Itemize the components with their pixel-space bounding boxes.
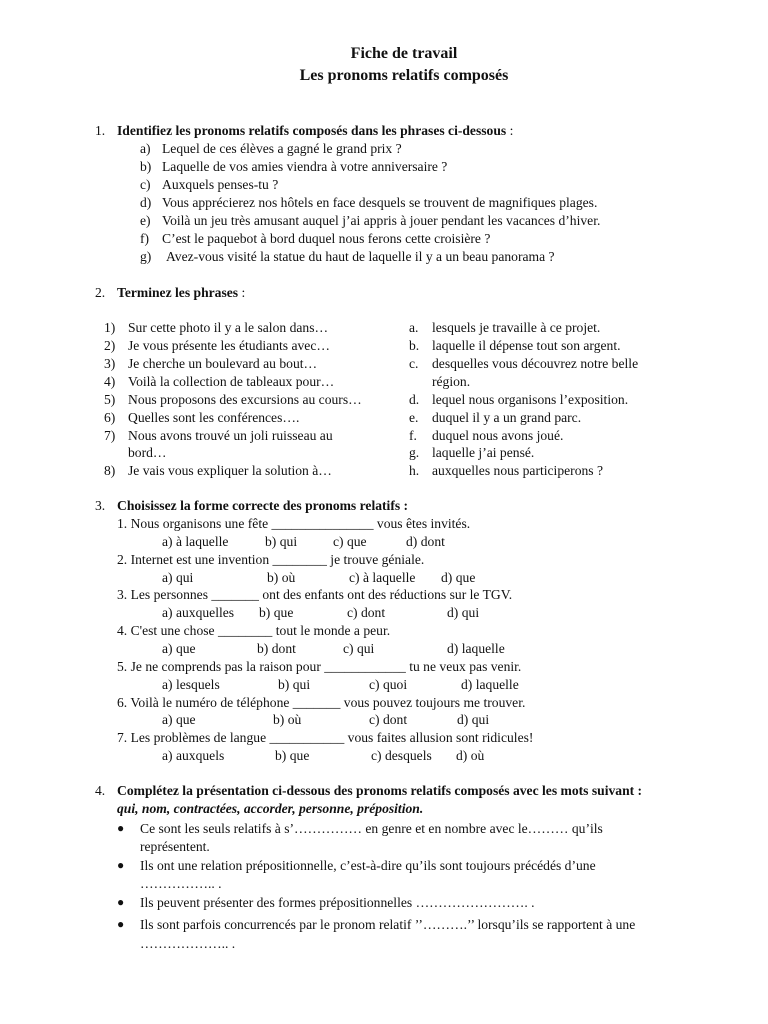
ex3-option: d) qui <box>447 605 480 620</box>
ex3-option: a) que <box>162 641 196 656</box>
ex3-option: a) lesquels <box>162 677 220 692</box>
ex2-right-label: d. <box>409 392 420 407</box>
ex3-option: b) où <box>273 712 302 727</box>
exercise-3-number: 3. <box>95 498 106 513</box>
ex2-left-text: Nous avons trouvé un joli ruisseau au <box>128 428 333 443</box>
ex1-item-text: Laquelle de vos amies viendra à votre anniversaire ? <box>162 159 448 174</box>
ex1-item-text: C’est le paquebot à bord duquel nous ferons cette croisière ? <box>162 231 491 246</box>
ex2-left-label: 2) <box>104 338 116 353</box>
ex3-option: b) que <box>275 748 310 763</box>
ex3-option: d) dont <box>406 534 445 549</box>
ex3-option: c) qui <box>343 641 375 656</box>
ex2-right-text: desquelles vous découvrez notre belle <box>432 356 639 371</box>
ex3-question: 2. Internet est une invention ________ je trouve géniale. <box>117 552 425 567</box>
ex2-left-label: 1) <box>104 320 116 335</box>
exercise-4-number: 4. <box>95 783 106 798</box>
bullet-icon: ● <box>117 821 125 835</box>
ex1-item-text: Avez-vous visité la statue du haut de laquelle il y a un beau panorama ? <box>166 249 555 264</box>
ex2-left-text-cont: bord… <box>128 445 167 460</box>
bullet-icon: ● <box>117 895 125 909</box>
ex3-option: d) laquelle <box>447 641 505 656</box>
ex1-item-label: b) <box>140 159 152 174</box>
ex3-option: c) dont <box>347 605 386 620</box>
ex3-option: d) qui <box>457 712 490 727</box>
bullet-icon: ● <box>117 858 125 872</box>
ex1-item-label: e) <box>140 213 151 228</box>
ex4-bullet-text: Ils sont parfois concurrencés par le pronom relatif ’’……….’’ lorsqu’ils se rapportent à une <box>140 917 636 932</box>
page-title: Fiche de travail <box>350 45 458 62</box>
ex2-right-label: b. <box>409 338 420 353</box>
exercise-3-heading: Choisissez la forme correcte des pronoms relatifs : <box>117 498 409 513</box>
ex1-item-text: Vous apprécierez nos hôtels en face desquels se trouvent de magnifiques plages. <box>162 195 598 210</box>
ex1-item-label: f) <box>140 231 150 246</box>
ex3-option: a) auxquelles <box>162 605 235 620</box>
ex3-question: 7. Les problèmes de langue ___________ vous faites allusion sont ridicules! <box>117 730 534 745</box>
ex2-right-text: lequel nous organisons l’exposition. <box>432 392 629 407</box>
ex2-right-label: a. <box>409 320 419 335</box>
ex3-question: 6. Voilà le numéro de téléphone _______ vous pouvez toujours me trouver. <box>117 695 526 710</box>
ex3-option: c) à laquelle <box>349 570 416 585</box>
ex4-bullet-text: Ce sont les seuls relatifs à s’…………… en genre et en nombre avec le……… qu’ils <box>140 821 603 836</box>
ex2-left-label: 5) <box>104 392 116 407</box>
ex4-bullet-text-cont: …………….. . <box>140 876 222 891</box>
exercise-1-heading-suffix: : <box>506 123 514 138</box>
exercise-2-heading-suffix: : <box>238 285 246 300</box>
ex1-item-text: Auxquels penses-tu ? <box>162 177 279 192</box>
ex3-option: c) que <box>333 534 367 549</box>
ex3-option: b) qui <box>278 677 311 692</box>
ex3-option: d) laquelle <box>461 677 519 692</box>
ex1-item-text: Lequel de ces élèves a gagné le grand prix ? <box>162 141 402 156</box>
exercise-1-heading <box>117 124 513 138</box>
ex2-right-label: h. <box>409 463 420 478</box>
ex3-option: b) qui <box>265 534 298 549</box>
ex2-right-text: lesquels je travaille à ce projet. <box>432 320 601 335</box>
ex2-right-label: f. <box>409 428 417 443</box>
ex2-left-text: Je vous présente les étudiants avec… <box>128 338 330 353</box>
ex3-option: d) que <box>441 570 476 585</box>
ex2-right-text-cont: région. <box>432 374 471 389</box>
ex4-bullet-text: Ils ont une relation prépositionnelle, c’est-à-dire qu’ils sont toujours précédés d’une <box>140 858 596 873</box>
ex4-bullet-text: Ils peuvent présenter des formes prépositionnelles ……………………. . <box>140 895 535 910</box>
ex3-question: 3. Les personnes _______ ont des enfants ont des réductions sur le TGV. <box>117 587 513 602</box>
ex3-question: 1. Nous organisons une fête _______________ vous êtes invités. <box>117 516 471 531</box>
ex3-option: a) que <box>162 712 196 727</box>
ex3-option: b) que <box>259 605 294 620</box>
ex2-right-text: laquelle il dépense tout son argent. <box>432 338 621 353</box>
ex2-left-label: 7) <box>104 428 116 443</box>
ex2-left-text: Nous proposons des excursions au cours… <box>128 392 362 407</box>
ex1-item-label: c) <box>140 177 151 192</box>
ex1-item-label: g) <box>140 249 152 264</box>
page-subtitle: Les pronoms relatifs composés <box>299 67 509 84</box>
ex2-left-label: 4) <box>104 374 116 389</box>
ex2-left-text: Voilà la collection de tableaux pour… <box>128 374 335 389</box>
ex2-right-text: laquelle j’ai pensé. <box>432 445 535 460</box>
ex2-left-label: 3) <box>104 356 116 371</box>
exercise-2-heading <box>117 286 245 300</box>
ex3-option: b) dont <box>257 641 296 656</box>
ex4-bullet-text-cont: ……………….. . <box>140 936 236 951</box>
exercise-1-number: 1. <box>95 123 106 138</box>
ex3-option: c) dont <box>369 712 408 727</box>
ex3-option: b) où <box>267 570 296 585</box>
ex3-option: a) auxquels <box>162 748 225 763</box>
ex1-item-label: d) <box>140 195 152 210</box>
ex3-option: c) quoi <box>369 677 408 692</box>
ex3-question: 5. Je ne comprends pas la raison pour ____________ tu ne veux pas venir. <box>117 659 522 674</box>
ex3-option: c) desquels <box>371 748 432 763</box>
ex4-bullet-text-cont: représentent. <box>140 839 210 854</box>
ex2-left-text: Sur cette photo il y a le salon dans… <box>128 320 329 335</box>
bullet-icon: ● <box>117 917 125 931</box>
exercise-4-heading: Complétez la présentation ci-dessous des pronoms relatifs composés avec les mots suivant : <box>117 783 643 798</box>
ex2-left-text: Je vais vous expliquer la solution à… <box>128 463 332 478</box>
ex2-right-text: duquel nous avons joué. <box>432 428 564 443</box>
ex2-right-label: c. <box>409 356 419 371</box>
exercise-1-heading-text: Identifiez les pronoms relatifs composés dans les phrases ci-dessous <box>117 123 507 138</box>
ex1-item-text: Voilà un jeu très amusant auquel j’ai appris à jouer pendant les vacances d’hiver. <box>162 213 601 228</box>
ex2-right-label: e. <box>409 410 419 425</box>
ex2-left-text: Je cherche un boulevard au bout… <box>128 356 318 371</box>
ex3-option: a) à laquelle <box>162 534 229 549</box>
ex3-question: 4. C'est une chose ________ tout le monde a peur. <box>117 623 391 638</box>
exercise-2-number: 2. <box>95 285 106 300</box>
ex2-left-label: 6) <box>104 410 116 425</box>
ex3-option: a) qui <box>162 570 194 585</box>
ex2-left-text: Quelles sont les conférences…. <box>128 410 300 425</box>
exercise-2-heading-text: Terminez les phrases <box>117 285 239 300</box>
ex2-left-label: 8) <box>104 463 116 478</box>
ex3-option: d) où <box>456 748 485 763</box>
ex1-item-label: a) <box>140 141 151 156</box>
exercise-4-word-list: qui, nom, contractées, accorder, personne, préposition. <box>117 801 424 816</box>
ex2-right-text: auxquelles nous participerons ? <box>432 463 604 478</box>
ex2-right-text: duquel il y a un grand parc. <box>432 410 582 425</box>
ex2-right-label: g. <box>409 445 420 460</box>
